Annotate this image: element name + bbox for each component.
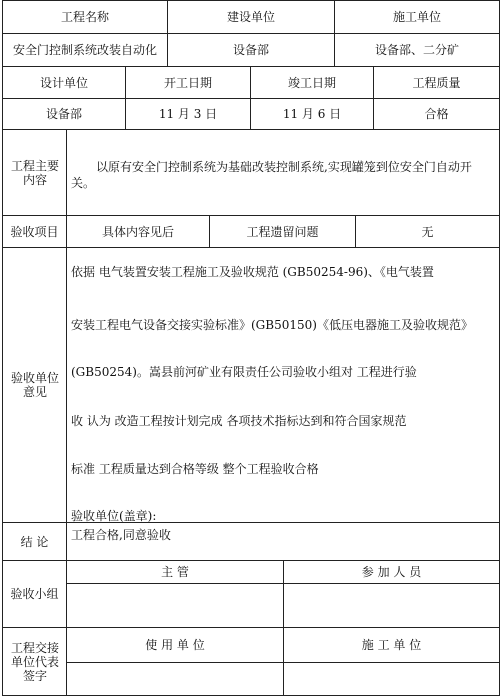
opinion-line-6: 验收单位(盖章): (71, 509, 157, 523)
start-date-label: 开工日期 (163, 75, 212, 90)
opinion-line-2: 安装工程电气设备交接实验标准》(GB50150)《低压电器施工及验收规范》 (71, 318, 473, 332)
contractor-value: 设备部、二分矿 (374, 43, 459, 57)
supervisor-signature-box[interactable] (67, 584, 283, 627)
quality-label: 工程质量 (412, 75, 461, 90)
grid-line (2, 129, 499, 130)
opinion-line-5: 标准 工程质量达到合格等级 整个工程验收合格 (71, 462, 319, 476)
design-unit-label: 设计单位 (39, 75, 88, 90)
participants-signature-box[interactable] (284, 584, 499, 627)
opinion-label: 验收单位意见 (10, 371, 59, 399)
content-text-line-1: 以原有安全门控制系统为基础改装控制系统,实现罐笼到位安全门自动开 (96, 160, 472, 174)
opinion-line-3: (GB50254)。嵩县前河矿业有限责任公司验收小组对 工程进行验 (71, 365, 417, 379)
remaining-issues-label: 工程遗留问题 (246, 224, 319, 239)
conclusion-label: 结 论 (20, 534, 49, 549)
user-unit-signature-box[interactable] (67, 663, 283, 695)
conclusion-value: 工程合格,同意验收 (71, 528, 171, 542)
handover-contractor-label: 施 工 单 位 (361, 638, 422, 652)
design-unit-value: 设备部 (45, 107, 82, 121)
supervisor-label: 主 管 (161, 565, 189, 579)
handover-label: 工程交接单位代表签字 (10, 640, 59, 683)
content-text-line-2: 关。 (71, 176, 96, 190)
contractor-label: 施工单位 (392, 10, 441, 24)
acceptance-items-label: 验收项目 (10, 224, 59, 239)
quality-value: 合格 (424, 107, 449, 121)
user-unit-label: 使 用 单 位 (145, 638, 205, 652)
project-name-label: 工程名称 (60, 10, 109, 24)
start-date-value: 11 月 3 日 (158, 107, 218, 121)
project-name-value: 安全门控制系统改装自动化 (12, 43, 157, 57)
construction-unit-label: 建设单位 (226, 10, 275, 24)
team-label: 验收小组 (10, 587, 59, 601)
completion-date-label: 竣工日期 (287, 75, 336, 90)
contractor-signature-box[interactable] (284, 663, 499, 695)
opinion-line-4: 收 认为 改造工程按计划完成 各项技术指标达到和符合国家规范 (71, 414, 407, 428)
opinion-line-1: 依据 电气装置安装工程施工及验收规范 (GB50254-96)、《电气装置 (71, 265, 434, 279)
construction-unit-value: 设备部 (232, 43, 269, 57)
completion-date-value: 11 月 6 日 (282, 107, 342, 121)
remaining-issues-value: 无 (421, 224, 434, 239)
content-label: 工程主要内容 (10, 158, 59, 187)
acceptance-items-value: 具体内容见后 (101, 224, 174, 239)
participants-label: 参 加 人 员 (361, 565, 422, 579)
grid-line (2, 247, 499, 248)
